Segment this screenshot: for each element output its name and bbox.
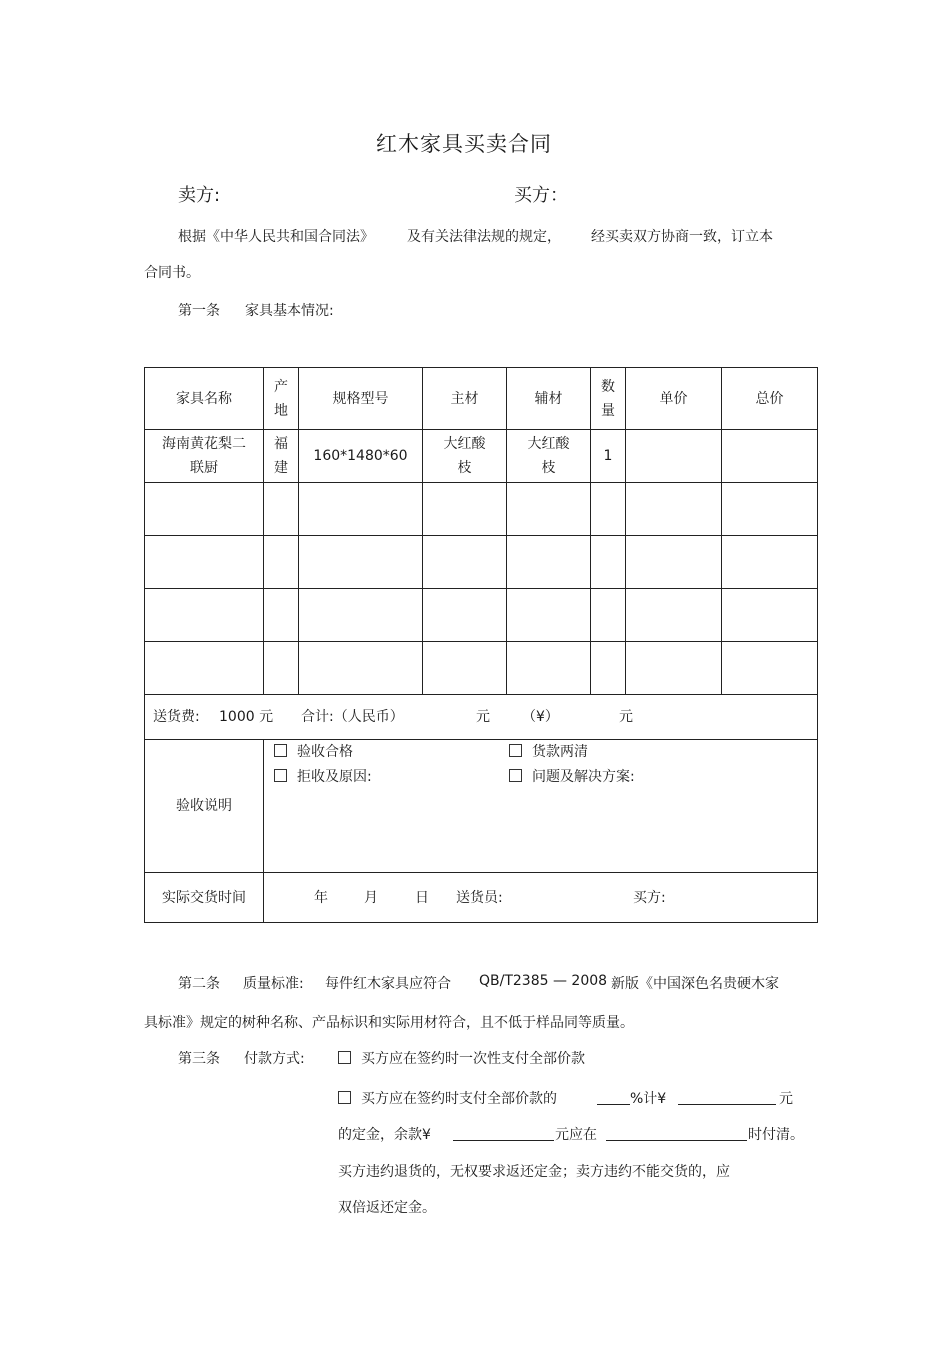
cell-origin-text: 福建 xyxy=(273,436,288,476)
option-rejected-label: 拒收及原因: xyxy=(297,769,372,785)
cell-origin xyxy=(264,430,299,483)
option-issues[interactable] xyxy=(509,765,635,789)
table-cell xyxy=(626,642,722,695)
option-issues-label: 问题及解决方案: xyxy=(532,769,635,785)
payment-option-full[interactable] xyxy=(338,1048,585,1068)
intro-part3: 经买卖双方协商一致，订立本 xyxy=(591,229,773,245)
article3-label: 付款方式: xyxy=(244,1051,305,1067)
checkbox-icon[interactable] xyxy=(274,769,287,782)
delivery-fee-value: 1000 元 xyxy=(219,709,274,725)
blank-line xyxy=(453,1126,554,1141)
delivery-time-label: 实际交货时间 xyxy=(145,873,264,923)
option-rejected[interactable] xyxy=(274,765,372,789)
payment-option-deposit-label: 买方应在签约时支付全部价款的 xyxy=(361,1091,557,1107)
article2-text1: 每件红木家具应符合 xyxy=(325,976,451,992)
blank-line xyxy=(597,1090,630,1105)
table-cell xyxy=(591,642,626,695)
table-cell xyxy=(145,642,264,695)
balance-due-text: 元应在 xyxy=(555,1127,597,1143)
deposit-amount-blank[interactable] xyxy=(678,1088,776,1107)
balance-text: 的定金，余款¥ xyxy=(338,1127,431,1143)
delivery-year: 年 xyxy=(314,890,328,906)
acceptance-options xyxy=(264,740,818,873)
fee-cell xyxy=(145,695,818,740)
table-cell xyxy=(423,483,507,536)
header-unit-price: 单价 xyxy=(626,368,722,430)
table-cell xyxy=(626,483,722,536)
cell-total-price xyxy=(722,430,818,483)
header-quantity xyxy=(591,368,626,430)
deposit-percent-text: %计¥ xyxy=(630,1091,667,1107)
table-header-row xyxy=(145,368,818,430)
checkbox-icon[interactable] xyxy=(509,744,522,757)
header-aux-material: 辅材 xyxy=(507,368,591,430)
header-spec: 规格型号 xyxy=(299,368,423,430)
table-row xyxy=(145,483,818,536)
default-clause: 买方违约退货的，无权要求返还定金；卖方违约不能交货的，应 xyxy=(338,1164,730,1180)
table-cell xyxy=(299,642,423,695)
table-cell xyxy=(507,642,591,695)
blank-line xyxy=(678,1090,776,1105)
table-cell xyxy=(507,483,591,536)
table-row xyxy=(145,589,818,642)
cell-name xyxy=(145,430,264,483)
balance-amount-blank[interactable] xyxy=(453,1124,554,1143)
table-cell xyxy=(145,589,264,642)
page-title: 红木家具买卖合同 xyxy=(376,132,552,156)
cell-aux-material-text: 大红酸枝 xyxy=(527,436,570,476)
table-cell xyxy=(591,589,626,642)
table-cell xyxy=(722,536,818,589)
header-quantity-text: 数量 xyxy=(600,378,615,419)
table-row xyxy=(145,430,818,483)
article2-label: 质量标准: xyxy=(243,976,304,992)
table-cell xyxy=(423,536,507,589)
article1-text: 家具基本情况: xyxy=(245,303,334,319)
default-clause-cont: 双倍返还定金。 xyxy=(338,1200,436,1216)
article2-number: 第二条 xyxy=(178,976,220,992)
table-cell xyxy=(591,536,626,589)
table-cell xyxy=(423,589,507,642)
table-cell xyxy=(299,536,423,589)
table-cell xyxy=(423,642,507,695)
table-cell xyxy=(507,536,591,589)
header-main-material: 主材 xyxy=(423,368,507,430)
checkbox-icon[interactable] xyxy=(338,1091,351,1104)
total-unit-yuan: 元 xyxy=(476,709,490,725)
option-accepted[interactable] xyxy=(274,740,353,764)
article3-number: 第三条 xyxy=(178,1051,220,1067)
deposit-percent-blank[interactable] xyxy=(597,1088,630,1107)
table-cell xyxy=(507,589,591,642)
article1-number: 第一条 xyxy=(178,303,220,319)
payment-option-full-label: 买方应在签约时一次性支付全部价款 xyxy=(361,1051,585,1067)
buyer-sign-label: 买方: xyxy=(633,890,666,906)
cell-quantity: 1 xyxy=(591,430,626,483)
table-cell xyxy=(591,483,626,536)
option-paid-in-full-label: 货款两清 xyxy=(532,744,588,760)
acceptance-label: 验收说明 xyxy=(145,740,264,873)
acceptance-row xyxy=(145,740,818,873)
total-yen-unit: 元 xyxy=(619,709,633,725)
header-total-price: 总价 xyxy=(722,368,818,430)
total-yen-label: （¥） xyxy=(522,709,559,725)
cell-unit-price xyxy=(626,430,722,483)
table-cell xyxy=(722,589,818,642)
intro-part1: 根据《中华人民共和国合同法》 xyxy=(178,229,374,245)
table-cell xyxy=(264,483,299,536)
table-cell xyxy=(626,536,722,589)
article2-text2: 新版《中国深色名贵硬木家 xyxy=(611,976,779,992)
checkbox-icon[interactable] xyxy=(338,1051,351,1064)
cell-name-text: 海南黄花梨二联厨 xyxy=(162,436,246,476)
intro-part2: 及有关法律法规的规定， xyxy=(407,229,561,245)
table-cell xyxy=(145,536,264,589)
table-cell xyxy=(722,483,818,536)
checkbox-icon[interactable] xyxy=(509,769,522,782)
fee-row xyxy=(145,695,818,740)
article2-standard: QB/T2385 — 2008 xyxy=(479,973,608,989)
header-name: 家具名称 xyxy=(145,368,264,430)
table-cell xyxy=(145,483,264,536)
courier-label: 送货员: xyxy=(456,890,503,906)
cell-main-material-text: 大红酸枝 xyxy=(443,436,486,476)
table-cell xyxy=(626,589,722,642)
header-origin-text: 产地 xyxy=(273,378,288,419)
option-accepted-label: 验收合格 xyxy=(297,744,353,760)
table-cell xyxy=(299,483,423,536)
blank-line xyxy=(606,1126,747,1141)
delivery-fee-label: 送货费: xyxy=(153,709,200,725)
balance-settle-text: 时付清。 xyxy=(748,1127,804,1143)
option-paid-in-full[interactable] xyxy=(509,740,588,764)
cell-aux-material xyxy=(507,430,591,483)
cell-main-material xyxy=(423,430,507,483)
deposit-unit: 元 xyxy=(779,1091,793,1107)
table-cell xyxy=(722,642,818,695)
checkbox-icon[interactable] xyxy=(274,744,287,757)
furniture-table xyxy=(144,367,818,923)
balance-time-blank[interactable] xyxy=(606,1124,747,1143)
table-cell xyxy=(264,589,299,642)
article2-line2: 具标准》规定的树种名称、产品标识和实际用材符合，且不低于样品同等质量。 xyxy=(144,1015,634,1031)
delivery-time-cell xyxy=(264,873,818,923)
intro-line2: 合同书。 xyxy=(144,265,200,281)
table-cell xyxy=(264,642,299,695)
delivery-day: 日 xyxy=(415,890,429,906)
cell-spec: 160*1480*60 xyxy=(299,430,423,483)
table-row xyxy=(145,642,818,695)
delivery-month: 月 xyxy=(364,890,378,906)
total-label: 合计:（人民币） xyxy=(301,709,404,725)
delivery-time-row xyxy=(145,873,818,923)
payment-option-deposit[interactable] xyxy=(338,1088,557,1108)
seller-label: 卖方: xyxy=(178,185,221,206)
table-cell xyxy=(299,589,423,642)
buyer-label: 买方： xyxy=(514,185,568,206)
table-cell xyxy=(264,536,299,589)
header-origin xyxy=(264,368,299,430)
table-row xyxy=(145,536,818,589)
